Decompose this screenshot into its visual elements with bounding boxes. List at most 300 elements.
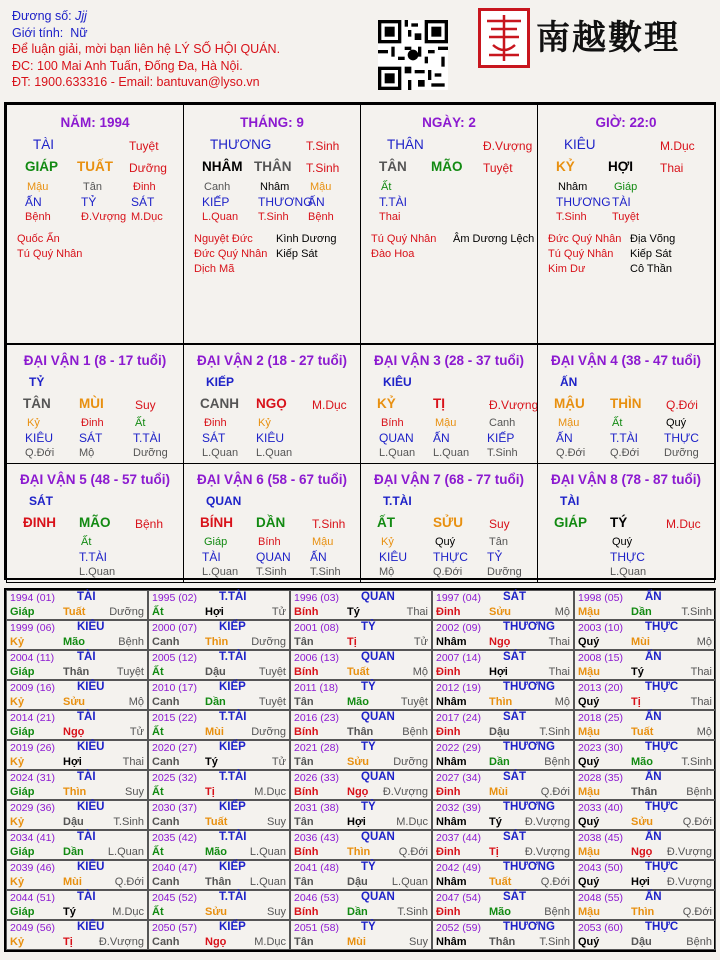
year-label: 2005 (12): [152, 652, 197, 664]
year-cell: [574, 800, 716, 830]
pillar-star: TÀI: [33, 137, 55, 152]
year-state: Thai: [690, 666, 712, 678]
year-label: 2036 (43): [294, 832, 339, 844]
dai-van-state-sub: T.Sinh: [310, 566, 341, 578]
pillar-title: NĂM: 1994: [60, 115, 130, 130]
year-can: Canh: [152, 696, 180, 708]
dai-van-god: TỶ: [487, 550, 503, 564]
year-state: Tuyệt: [116, 666, 144, 678]
year-can: Nhâm: [436, 756, 467, 768]
pillar-star: THÂN: [387, 137, 424, 152]
gender-label: Giới tính:: [12, 25, 64, 40]
year-cell: [290, 620, 432, 650]
dai-van-god: KIÊU: [379, 550, 408, 564]
special-star: Quốc Ấn: [17, 233, 60, 245]
year-label: 1999 (06): [10, 622, 55, 634]
year-label: 1994 (01): [10, 592, 55, 604]
year-cell: [290, 860, 432, 890]
pillar-cell: [360, 104, 538, 344]
year-label: 1998 (05): [578, 592, 623, 604]
year-can: Kỷ: [10, 696, 25, 708]
year-label: 2004 (11): [10, 652, 55, 664]
year-label: 2028 (35): [578, 772, 623, 784]
dai-van-hidden-stem: Quý: [666, 417, 687, 429]
year-can: Nhâm: [436, 876, 467, 888]
year-god: TÀI: [77, 891, 96, 903]
year-state: Q.Đới: [682, 906, 712, 918]
hidden-state: T.Sinh: [258, 211, 289, 223]
year-label: 2032 (39): [436, 802, 481, 814]
pillar-state: Dưỡng: [129, 161, 167, 175]
dai-van-god: TÀI: [202, 550, 221, 564]
pillar-star: THƯƠNG: [210, 137, 272, 152]
year-god: TỶ: [361, 741, 376, 753]
year-can: Mậu: [578, 726, 600, 738]
year-god: QUAN: [361, 831, 395, 843]
pillar-can: NHÂM: [202, 159, 243, 174]
year-cell: [6, 680, 148, 710]
year-can: Bính: [294, 846, 319, 858]
dai-van-chi: MÃO: [79, 515, 111, 530]
year-label: 2045 (52): [152, 892, 197, 904]
year-god: T.TÀI: [219, 711, 247, 723]
dai-van-can: CANH: [200, 396, 239, 411]
dai-van-state-sub: L.Quan: [256, 447, 293, 459]
year-chi: Dần: [205, 696, 226, 708]
hidden-state: Tuyệt: [612, 211, 640, 223]
dai-van-can: ĐINH: [23, 515, 56, 530]
dai-van-star: T.TÀI: [383, 494, 412, 508]
year-can: Đinh: [436, 786, 461, 798]
hidden-stem: Ất: [381, 181, 392, 193]
year-can: Quý: [578, 816, 600, 828]
year-chi: Tuất: [63, 606, 86, 618]
year-god: ẤN: [645, 711, 662, 723]
dai-van-state-sub: L.Quan: [379, 447, 416, 459]
dai-van-hidden-stem: Mậu: [312, 536, 334, 548]
year-god: T.TÀI: [219, 591, 247, 603]
year-chi: Mùi: [489, 786, 508, 798]
dai-van-chi: DẦN: [256, 515, 286, 530]
year-god: SÁT: [503, 591, 526, 603]
dai-van-chi: TÝ: [610, 515, 628, 530]
year-label: 1995 (02): [152, 592, 197, 604]
year-can: Đinh: [436, 906, 461, 918]
year-chi: Ngọ: [631, 846, 653, 858]
seal-stamp-icon: [478, 8, 530, 68]
pillar-cell: [6, 104, 184, 344]
dai-van-state: M.Dục: [666, 517, 701, 531]
year-chi: Sửu: [63, 696, 86, 708]
year-cell: [432, 830, 574, 860]
year-chi: Hợi: [347, 816, 366, 828]
year-can: Nhâm: [436, 936, 467, 948]
year-label: 2049 (56): [10, 922, 55, 934]
year-god: SÁT: [503, 771, 526, 783]
year-can: Giáp: [10, 906, 35, 918]
year-chi: Thìn: [205, 636, 229, 648]
year-label: 2034 (41): [10, 832, 55, 844]
year-cell: [290, 710, 432, 740]
pillar-star-state: Tuyệt: [129, 139, 159, 153]
year-label: 2016 (23): [294, 712, 339, 724]
year-label: 2020 (27): [152, 742, 197, 754]
year-can: Kỷ: [10, 636, 25, 648]
dai-van-star: KIÊU: [383, 375, 412, 389]
pillar-state: Tuyệt: [483, 161, 513, 175]
year-god: TỶ: [361, 801, 376, 813]
year-chi: Sửu: [631, 816, 654, 828]
year-god: KIẾP: [219, 921, 246, 933]
year-state: Tuyệt: [258, 696, 286, 708]
year-can: Kỷ: [10, 876, 25, 888]
year-cell: [432, 860, 574, 890]
year-cell: [6, 890, 148, 920]
year-cell: [148, 860, 290, 890]
year-can: Ất: [152, 606, 164, 618]
year-state: L.Quan: [249, 846, 286, 858]
dai-van-state-sub: L.Quan: [202, 566, 239, 578]
dai-van-can: TÂN: [23, 396, 51, 411]
owner-label: Đương số:: [12, 9, 72, 23]
year-state: M.Dục: [112, 906, 144, 918]
dai-van-god: THỰC: [610, 550, 645, 564]
year-state: L.Quan: [107, 846, 144, 858]
year-label: 2041 (48): [294, 862, 339, 874]
year-state: T.Sinh: [539, 726, 570, 738]
year-cell: [432, 620, 574, 650]
dai-van-god: KIÊU: [25, 431, 54, 445]
pillar-title: GIỜ: 22:0: [595, 115, 657, 130]
year-cell: [148, 650, 290, 680]
hidden-state: Bệnh: [25, 211, 51, 223]
dai-van-title: ĐẠI VẬN 7 (68 - 77 tuổi): [373, 472, 525, 487]
pillar-state: Thai: [660, 161, 684, 175]
year-state: Mộ: [554, 696, 570, 708]
year-can: Giáp: [10, 606, 35, 618]
dai-van-hidden-stem: Đinh: [204, 417, 227, 429]
year-god: THƯƠNG: [503, 681, 555, 693]
dai-van-cell: [537, 463, 715, 583]
pillar-chi: HỢI: [608, 159, 634, 174]
hidden-state: L.Quan: [202, 211, 239, 223]
dai-van-god: KIẾP: [487, 431, 515, 445]
year-label: 2052 (59): [436, 922, 481, 934]
year-god: TÀI: [77, 831, 96, 843]
year-can: Bính: [294, 606, 319, 618]
year-god: QUAN: [361, 891, 395, 903]
year-chi: Ngọ: [489, 636, 511, 648]
dai-van-state-sub: L.Quan: [79, 566, 116, 578]
year-cell: [290, 830, 432, 860]
year-state: Mộ: [696, 636, 712, 648]
year-chi: Dần: [347, 906, 368, 918]
dai-van-hidden-stem: Giáp: [204, 536, 228, 548]
year-cell: [574, 740, 716, 770]
year-chi: Dậu: [489, 726, 510, 738]
dai-van-cell: [183, 463, 361, 583]
year-label: 2042 (49): [436, 862, 481, 874]
phone-email-line: ĐT: 1900.633316 - Email: bantuvan@lyso.vn: [12, 75, 260, 89]
dai-van-star: KIẾP: [206, 375, 235, 389]
owner-value: Jjj: [75, 9, 87, 23]
pillar-chi: TUẤT: [77, 159, 113, 174]
hidden-stem: Canh: [204, 181, 231, 193]
pillar-star-state: Đ.Vượng: [483, 139, 533, 153]
hidden-state: M.Dục: [131, 211, 163, 223]
year-state: Thai: [548, 666, 570, 678]
year-chi: Dần: [63, 846, 84, 858]
dai-van-state-sub: L.Quan: [202, 447, 239, 459]
dai-van-star: ẤN: [560, 375, 578, 389]
special-star: Tú Quý Nhân: [17, 248, 83, 260]
year-state: Bệnh: [544, 756, 570, 768]
year-chi: Thìn: [489, 696, 513, 708]
year-state: Bệnh: [544, 906, 570, 918]
year-cell: [574, 680, 716, 710]
dai-van-hidden-stem: Ất: [612, 417, 623, 429]
year-label: 2018 (25): [578, 712, 623, 724]
dai-van-god: ẤN: [433, 431, 450, 445]
pillar-state: T.Sinh: [306, 161, 340, 175]
pillar-star-state: T.Sinh: [306, 139, 340, 153]
pillar-star-state: M.Dục: [660, 139, 695, 153]
dai-van-state-sub: Q.Đới: [433, 566, 463, 578]
dai-van-state-sub: Dưỡng: [133, 447, 168, 459]
year-god: THƯƠNG: [503, 741, 555, 753]
year-can: Kỷ: [10, 936, 25, 948]
year-can: Đinh: [436, 606, 461, 618]
year-label: 2022 (29): [436, 742, 481, 754]
year-label: 2029 (36): [10, 802, 55, 814]
year-label: 2021 (28): [294, 742, 339, 754]
year-can: Nhâm: [436, 636, 467, 648]
dai-van-state: Đ.Vượng: [489, 398, 539, 412]
dai-van-hidden-stem: Đinh: [81, 417, 104, 429]
year-god: TỶ: [361, 921, 376, 933]
year-state: T.Sinh: [539, 936, 570, 948]
year-state: Q.Đới: [540, 876, 570, 888]
hidden-god: SÁT: [131, 195, 155, 209]
year-cell: [6, 800, 148, 830]
year-label: 2051 (58): [294, 922, 339, 934]
year-can: Canh: [152, 816, 180, 828]
dai-van-god: ẤN: [556, 431, 573, 445]
year-label: 2047 (54): [436, 892, 481, 904]
year-can: Mậu: [578, 906, 600, 918]
year-chi: Dậu: [205, 666, 226, 678]
dai-van-hidden-stem: Kỷ: [258, 417, 271, 429]
dai-van-cell: [6, 344, 184, 464]
year-can: Kỷ: [10, 756, 25, 768]
dai-van-can: MẬU: [554, 396, 585, 411]
special-star: Kim Dư: [548, 263, 586, 275]
dai-van-hidden-stem: Ất: [81, 536, 92, 548]
year-chi: Mão: [631, 756, 653, 768]
hidden-stem: Mậu: [310, 181, 332, 193]
qr-code-icon: [378, 20, 448, 90]
year-cell: [574, 710, 716, 740]
year-label: 2046 (53): [294, 892, 339, 904]
year-cell: [148, 710, 290, 740]
year-label: 2015 (22): [152, 712, 197, 724]
year-chi: Dần: [489, 756, 510, 768]
year-cell: [6, 770, 148, 800]
year-can: Bính: [294, 786, 319, 798]
year-chi: Tuất: [347, 666, 370, 678]
year-cell: [6, 920, 148, 950]
year-label: 2002 (09): [436, 622, 481, 634]
year-god: T.TÀI: [219, 891, 247, 903]
year-label: 2038 (45): [578, 832, 623, 844]
year-chi: Tý: [631, 666, 644, 678]
year-chi: Tý: [489, 816, 502, 828]
contact-line: Để luận giải, mời bạn liên hệ LÝ SỐ HỘI QUÁN.: [12, 42, 281, 56]
year-can: Ất: [152, 846, 164, 858]
year-god: KIÊU: [77, 741, 105, 753]
year-can: Quý: [578, 636, 600, 648]
year-cell: [6, 830, 148, 860]
year-label: 2014 (21): [10, 712, 55, 724]
year-cell: [290, 590, 432, 620]
hidden-state: Bệnh: [308, 211, 334, 223]
year-god: THƯƠNG: [503, 621, 555, 633]
year-chi: Tý: [63, 906, 76, 918]
hidden-state: Thai: [379, 211, 401, 223]
special-star: Cô Thần: [630, 263, 672, 275]
special-star: Dịch Mã: [194, 263, 235, 275]
year-can: Canh: [152, 756, 180, 768]
year-state: Đ.Vượng: [98, 936, 144, 948]
year-chi: Ngọ: [347, 786, 369, 798]
year-state: Dưỡng: [393, 756, 428, 768]
dai-van-state-sub: L.Quan: [433, 447, 470, 459]
year-state: Dưỡng: [251, 636, 286, 648]
pillar-chi: MÃO: [431, 159, 463, 174]
year-cell: [290, 680, 432, 710]
year-state: Tử: [271, 606, 286, 618]
year-chi: Mùi: [63, 876, 82, 888]
dai-van-god: SÁT: [202, 431, 226, 445]
year-god: KIẾP: [219, 801, 246, 813]
year-state: Suy: [267, 906, 286, 918]
special-star: Tú Quý Nhân: [371, 233, 437, 245]
year-chi: Thìn: [347, 846, 371, 858]
dai-van-cell: [537, 344, 715, 464]
year-label: 2007 (14): [436, 652, 481, 664]
pillar-cell: [537, 104, 715, 344]
year-god: ẤN: [645, 831, 662, 843]
dai-van-chi: SỬU: [433, 515, 463, 530]
year-cell: [290, 890, 432, 920]
year-state: Q.Đới: [540, 786, 570, 798]
dai-van-can: BÍNH: [200, 515, 233, 530]
year-chi: Tý: [347, 606, 360, 618]
year-cell: [148, 620, 290, 650]
year-state: Suy: [125, 786, 144, 798]
year-cell: [148, 800, 290, 830]
dai-van-god: QUAN: [379, 431, 414, 445]
year-cell: [148, 680, 290, 710]
special-star: Kiếp Sát: [276, 248, 318, 260]
year-can: Bính: [294, 726, 319, 738]
dai-van-state-sub: T.Sinh: [256, 566, 287, 578]
year-chi: Hợi: [489, 666, 508, 678]
dai-van-god: SÁT: [79, 431, 103, 445]
dai-van-hidden-stem: Bính: [258, 536, 281, 548]
year-cell: [6, 860, 148, 890]
year-can: Ất: [152, 726, 164, 738]
dai-van-hidden-stem: Bính: [381, 417, 404, 429]
hidden-god: KIẾP: [202, 195, 230, 209]
year-god: TÀI: [77, 591, 96, 603]
year-label: 2035 (42): [152, 832, 197, 844]
year-state: Mộ: [696, 726, 712, 738]
year-can: Tân: [294, 756, 314, 768]
year-can: Kỷ: [10, 816, 25, 828]
year-god: THỰC: [645, 801, 679, 813]
year-cell: [290, 800, 432, 830]
year-state: T.Sinh: [113, 816, 144, 828]
dai-van-state-sub: Mộ: [379, 566, 395, 578]
special-star: Đức Quý Nhân: [194, 248, 268, 260]
year-can: Ất: [152, 786, 164, 798]
year-chi: Mùi: [347, 936, 366, 948]
year-can: Canh: [152, 936, 180, 948]
hidden-state: Đ.Vượng: [81, 211, 127, 223]
year-cell: [148, 890, 290, 920]
dai-van-god: THỰC: [433, 550, 468, 564]
year-god: TỶ: [361, 681, 376, 693]
year-cell: [290, 770, 432, 800]
dai-van-hidden-stem: Canh: [489, 417, 516, 429]
dai-van-hidden-stem: Ất: [135, 417, 146, 429]
dai-van-god: ẤN: [310, 550, 327, 564]
year-god: KIẾP: [219, 861, 246, 873]
dai-van-state: Q.Đới: [666, 398, 698, 412]
year-state: Bệnh: [402, 726, 428, 738]
special-star: Đức Quý Nhân: [548, 233, 622, 245]
year-chi: Thân: [205, 876, 232, 888]
year-cell: [432, 890, 574, 920]
pillar-chi: THÂN: [254, 159, 292, 174]
dai-van-state-sub: Dưỡng: [664, 447, 699, 459]
year-god: KIÊU: [77, 621, 105, 633]
year-chi: Dần: [631, 606, 652, 618]
year-cell: [574, 920, 716, 950]
year-god: KIÊU: [77, 801, 105, 813]
year-can: Tân: [294, 816, 314, 828]
year-can: Canh: [152, 876, 180, 888]
year-chi: Thân: [63, 666, 90, 678]
hidden-stem: Nhâm: [260, 181, 290, 193]
year-can: Mậu: [578, 606, 600, 618]
year-chi: Ngọ: [63, 726, 85, 738]
dai-van-god: KIÊU: [256, 431, 285, 445]
year-cell: [574, 590, 716, 620]
year-chi: Mão: [489, 906, 511, 918]
year-state: Q.Đới: [398, 846, 428, 858]
year-cell: [574, 890, 716, 920]
year-state: L.Quan: [391, 876, 428, 888]
dai-van-god: QUAN: [256, 550, 291, 564]
year-state: Dưỡng: [251, 726, 286, 738]
year-chi: Sửu: [205, 906, 228, 918]
year-chi: Hợi: [63, 756, 82, 768]
year-state: M.Dục: [254, 786, 286, 798]
hidden-god: ẤN: [308, 195, 325, 209]
year-cell: [574, 770, 716, 800]
